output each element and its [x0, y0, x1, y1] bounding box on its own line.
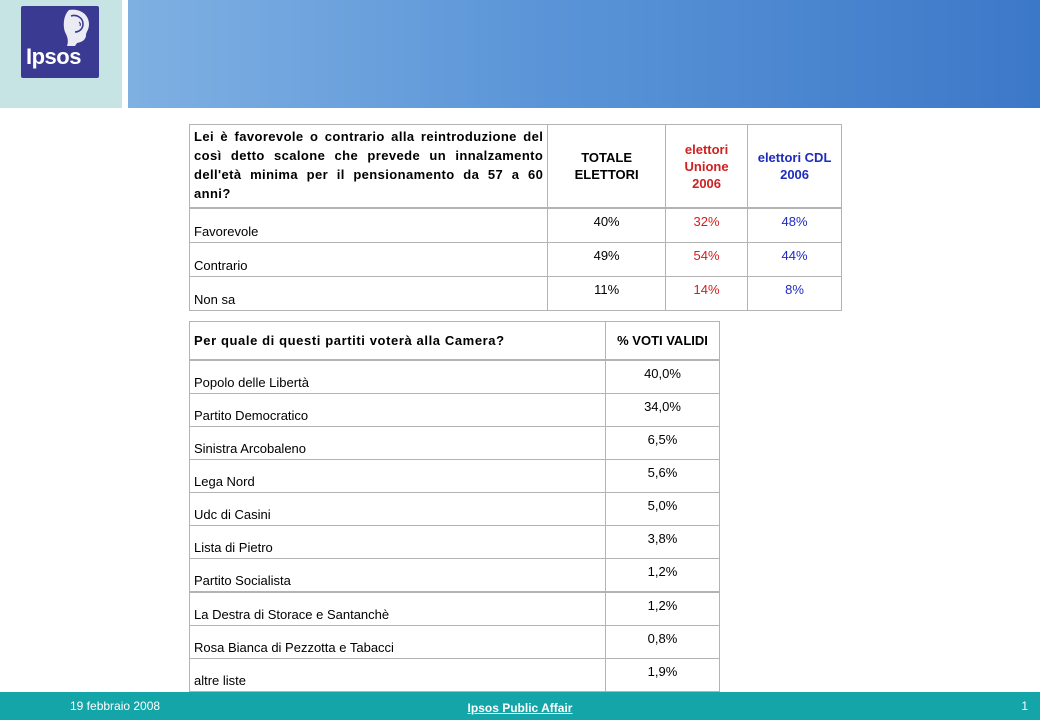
- table-row: [190, 460, 720, 493]
- party-label: Lista di Pietro: [190, 526, 606, 559]
- table-header-row: [190, 322, 720, 361]
- party-value: 6,5%: [606, 427, 720, 460]
- header-line: elettori CDL: [757, 150, 832, 165]
- header-elettori-unione: [666, 125, 748, 209]
- ipsos-logo: [21, 6, 99, 78]
- row-label: Non sa: [190, 277, 548, 311]
- party-value: 1,9%: [606, 659, 720, 692]
- table-row: [190, 626, 720, 659]
- table-row: [190, 243, 842, 277]
- header-line: 2006: [780, 167, 810, 182]
- logo-panel: [0, 0, 122, 108]
- party-value: 3,8%: [606, 526, 720, 559]
- party-value: 1,2%: [606, 559, 720, 593]
- party-value: 5,6%: [606, 460, 720, 493]
- question-cell: Per quale di questi partiti voterà alla Camera?: [190, 322, 606, 361]
- party-label: Partito Democratico: [190, 394, 606, 427]
- party-value: 40,0%: [606, 360, 720, 394]
- header-line: ELETTORI: [574, 167, 639, 182]
- table-row: [190, 493, 720, 526]
- table-row: [190, 360, 720, 394]
- header-totale-elettori: [548, 125, 666, 209]
- table-row: [190, 394, 720, 427]
- party-label: Lega Nord: [190, 460, 606, 493]
- header-line: TOTALE: [581, 150, 633, 165]
- totale-value: 40%: [548, 208, 666, 243]
- face-profile-icon: [59, 8, 95, 46]
- party-value: 1,2%: [606, 592, 720, 626]
- unione-value: 32%: [666, 208, 748, 243]
- table-row: [190, 526, 720, 559]
- totale-value: 49%: [548, 243, 666, 277]
- row-label: Favorevole: [190, 208, 548, 243]
- header-elettori-cdl: [748, 125, 842, 209]
- table-row: [190, 277, 842, 311]
- page-number: 1: [1021, 699, 1028, 713]
- cdl-value: 44%: [748, 243, 842, 277]
- header-line: 2006: [692, 175, 722, 191]
- cdl-value: 8%: [748, 277, 842, 311]
- unione-value: 14%: [666, 277, 748, 311]
- party-value: 34,0%: [606, 394, 720, 427]
- party-label: Rosa Bianca di Pezzotta e Tabacci: [190, 626, 606, 659]
- table-row: [190, 592, 720, 626]
- table-row: [190, 559, 720, 593]
- header-voti-validi: % VOTI VALIDI: [606, 322, 720, 361]
- party-label: La Destra di Storace e Santanchè: [190, 592, 606, 626]
- row-label: Contrario: [190, 243, 548, 277]
- party-value: 0,8%: [606, 626, 720, 659]
- footer-bar: [0, 692, 1040, 720]
- cdl-value: 48%: [748, 208, 842, 243]
- table-row: [190, 208, 842, 243]
- header-line: elettori: [684, 141, 729, 157]
- table-header-row: [190, 125, 842, 209]
- voting-intention-table: [189, 321, 720, 692]
- question-cell: Lei è favorevole o contrario alla reintroduzione del così detto scalone che prevede un innalzamento dell'età minima per il pensionamento da 57 a 60 anni?: [190, 125, 548, 209]
- unione-value: 54%: [666, 243, 748, 277]
- party-value: 5,0%: [606, 493, 720, 526]
- table-row: [190, 659, 720, 692]
- logo-text: Ipsos: [26, 44, 81, 69]
- footer-brand-link[interactable]: Ipsos Public Affair: [467, 701, 573, 715]
- totale-value: 11%: [548, 277, 666, 311]
- party-label: Udc di Casini: [190, 493, 606, 526]
- party-label: Sinistra Arcobaleno: [190, 427, 606, 460]
- party-label: Partito Socialista: [190, 559, 606, 593]
- table-row: [190, 427, 720, 460]
- party-label: Popolo delle Libertà: [190, 360, 606, 394]
- footer-date: 19 febbraio 2008: [70, 699, 161, 713]
- scalone-table: [189, 124, 842, 311]
- party-label: altre liste: [190, 659, 606, 692]
- header-band: [128, 0, 1040, 108]
- header-line: Unione: [684, 158, 729, 174]
